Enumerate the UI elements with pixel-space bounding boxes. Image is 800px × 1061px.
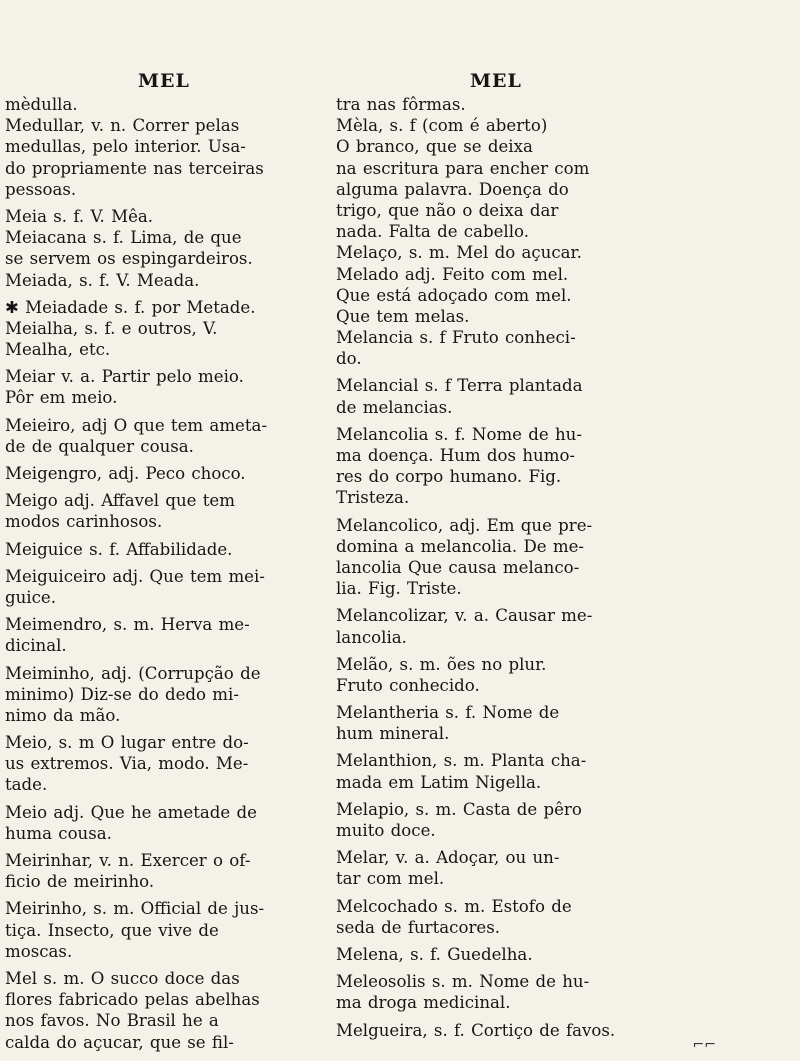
text-line: modos carinhosos. xyxy=(5,512,163,532)
text-line: Que está adoçado com mel. xyxy=(336,285,572,305)
text-line: Meigo adj. Affavel que tem xyxy=(5,491,235,511)
text-line: lancolia. xyxy=(336,627,407,647)
text-line: Melancial s. f Terra plantada xyxy=(336,376,583,396)
text-line: guice. xyxy=(5,587,57,607)
text-line: Mealha, etc. xyxy=(5,340,111,360)
text-line: Meiminho, adj. (Corrupção de xyxy=(5,663,261,683)
text-line: Melapio, s. m. Casta de pêro xyxy=(336,799,582,819)
text-line: muito doce. xyxy=(336,821,436,840)
text-line: Meiguiceiro adj. Que tem mei- xyxy=(5,566,265,586)
text-line: ✱ Meiadade s. f. por Metade. xyxy=(5,297,256,317)
text-line: O branco, que se deixa xyxy=(336,137,533,157)
text-line: dicinal. xyxy=(5,636,67,656)
text-line: Melado adj. Feito com mel. xyxy=(336,264,569,284)
text-line: nos favos. No Brasil he a xyxy=(5,1011,219,1031)
text-line: Meialha, s. f. e outros, V. xyxy=(5,318,218,338)
text-line: ma doença. Hum dos humo- xyxy=(336,446,576,465)
text-line: Meirinho, s. m. Official de jus- xyxy=(5,899,265,919)
text-line: Que tem melas. xyxy=(336,306,470,326)
right-column xyxy=(336,94,666,1041)
text-line: Meia s. f. V. Mêa. xyxy=(5,206,154,226)
text-line: minimo) Diz-se do dedo mi- xyxy=(5,684,239,704)
text-line: mada em Latim Nigella. xyxy=(336,772,542,792)
text-line: Melancolico, adj. Em que pre- xyxy=(336,515,593,535)
text-line: tiça. Insecto, que vive de xyxy=(5,920,219,940)
text-line: Melão, s. m. ões no plur. xyxy=(336,654,547,674)
text-line: tar com mel. xyxy=(336,869,445,889)
text-line: de melancias. xyxy=(336,397,453,417)
text-line: Meio adj. Que he ametade de xyxy=(5,802,257,822)
left-column xyxy=(5,94,323,1053)
text-line: nada. Falta de cabello. xyxy=(336,222,530,242)
text-line: Melcochado s. m. Estofo de xyxy=(336,896,572,916)
text-line: ficio de meirinho. xyxy=(5,872,155,892)
text-line: Medullar, v. n. Correr pelas xyxy=(5,116,240,136)
text-line: Melancia s. f Fruto conheci- xyxy=(336,328,576,348)
text-line: alguma palavra. Doença do xyxy=(336,179,569,199)
text-line: flores fabricado pelas abelhas xyxy=(5,990,260,1010)
text-line: hum mineral. xyxy=(336,724,450,744)
text-line: Fruto conhecido. xyxy=(336,675,480,695)
text-line: Meiar v. a. Partir pelo meio. xyxy=(5,367,244,387)
text-line: Meleosolis s. m. Nome de hu- xyxy=(336,972,590,992)
text-line: Melena, s. f. Guedelha. xyxy=(336,944,533,964)
text-line: Meiada, s. f. V. Meada. xyxy=(5,270,200,290)
text-line: Mèla, s. f (com é aberto) xyxy=(336,116,548,136)
text-line: Melancolizar, v. a. Causar me- xyxy=(336,606,593,626)
text-line: Meigengro, adj. Peco choco. xyxy=(5,464,246,483)
text-line: Mel s. m. O succo doce das xyxy=(5,968,240,988)
text-line: moscas. xyxy=(5,941,73,961)
text-line: Pôr em meio. xyxy=(5,388,118,408)
text-line: us extremos. Via, modo. Me- xyxy=(5,754,249,774)
text-line: medullas, pelo interior. Usa- xyxy=(5,137,246,157)
text-line: calda do açucar, que se fil- xyxy=(5,1032,234,1052)
text-line: Meiguice s. f. Affabilidade. xyxy=(5,539,233,559)
text-line: lancolia Que causa melanco- xyxy=(336,557,580,577)
running-head-left: MEL xyxy=(138,70,190,92)
text-line: huma cousa. xyxy=(5,823,112,843)
text-line: do. xyxy=(336,349,362,369)
text-line: domina a melancolia. De me- xyxy=(336,536,585,556)
text-line: na escritura para encher com xyxy=(336,158,590,178)
text-line: lia. Fig. Triste. xyxy=(336,579,462,599)
text-line: tade. xyxy=(5,775,48,795)
text-line: Meirinhar, v. n. Exercer o of- xyxy=(5,851,251,870)
text-line: Meimendro, s. m. Herva me- xyxy=(5,615,250,635)
text-line: Melantheria s. f. Nome de xyxy=(336,703,560,723)
text-line: se servem os espingardeiros. xyxy=(5,249,253,269)
text-line: Meio, s. m O lugar entre do- xyxy=(5,733,249,753)
text-line: Meiacana s. f. Lima, de que xyxy=(5,228,242,248)
running-head-right: MEL xyxy=(470,70,522,92)
text-line: Melaço, s. m. Mel do açucar. xyxy=(336,243,582,263)
text-line: do propriamente nas terceiras xyxy=(5,158,264,178)
text-line: mèdulla. xyxy=(5,95,78,114)
text-line: ma droga medicinal. xyxy=(336,993,511,1013)
text-line: trigo, que não o deixa dar xyxy=(336,200,559,220)
text-line: Melgueira, s. f. Cortiço de favos. xyxy=(336,1020,616,1040)
text-line: nimo da mão. xyxy=(5,705,121,725)
text-line: pessoas. xyxy=(5,179,77,199)
text-line: res do corpo humano. Fig. xyxy=(336,467,562,487)
text-line: Melanthion, s. m. Planta cha- xyxy=(336,751,587,771)
footer-mark: ⌐⌐ xyxy=(692,1037,716,1053)
text-line: Meieiro, adj O que tem ameta- xyxy=(5,415,268,435)
text-line: Melar, v. a. Adoçar, ou un- xyxy=(336,848,560,868)
text-line: tra nas fôrmas. xyxy=(336,95,466,114)
text-line: Tristeza. xyxy=(336,488,410,508)
text-line: de de qualquer cousa. xyxy=(5,436,194,456)
text-line: Melancolia s. f. Nome de hu- xyxy=(336,424,582,444)
text-line: seda de furtacores. xyxy=(336,917,500,937)
